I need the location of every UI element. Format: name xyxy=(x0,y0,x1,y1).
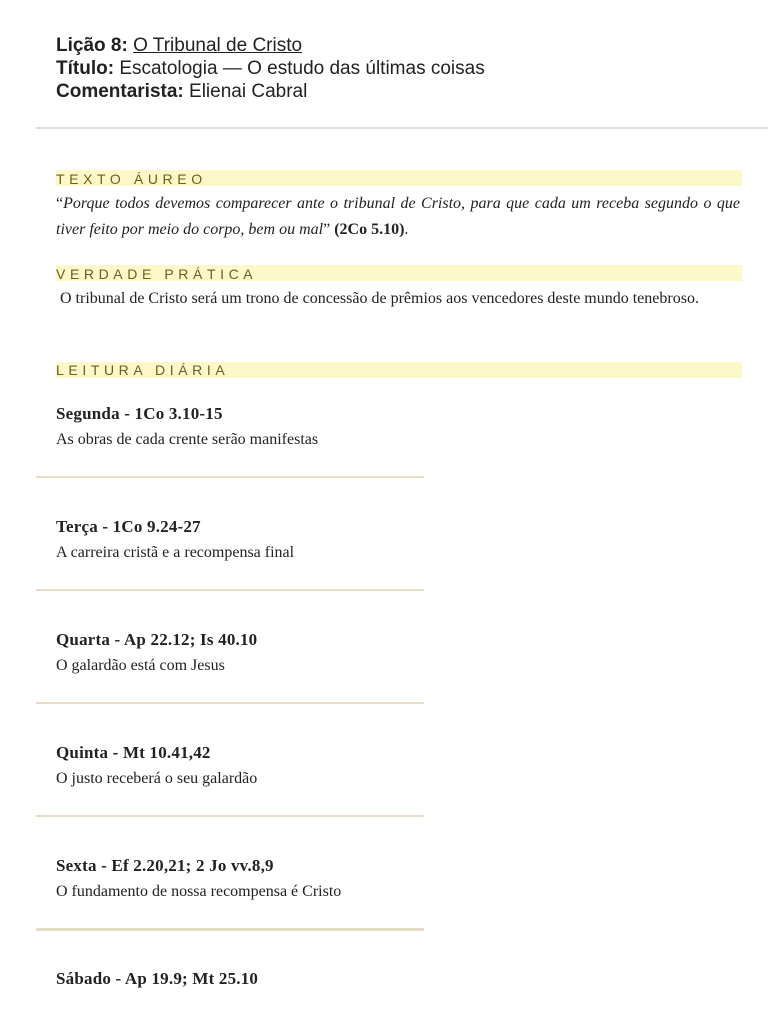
verdade-pratica-heading: VERDADE PRÁTICA xyxy=(56,266,258,282)
close-quote: ” xyxy=(323,221,335,238)
daily-reading-title: Sábado - Ap 19.9; Mt 25.10 xyxy=(56,969,259,988)
header-divider xyxy=(36,127,768,129)
daily-reading-title: Terça - 1Co 9.24-27 xyxy=(56,517,201,536)
golden-verse-reference: (2Co 5.10) xyxy=(334,221,405,238)
reading-divider xyxy=(36,476,424,478)
reading-divider xyxy=(36,702,424,704)
title-label: Título: xyxy=(56,58,115,79)
reading-divider xyxy=(36,815,424,817)
daily-reading-monday xyxy=(56,403,696,451)
verdade-pratica-text: O tribunal de Cristo será um trono de concessão de prêmios aos vencedores deste mundo tenebroso. xyxy=(60,290,699,307)
daily-reading-title: Quarta - Ap 22.12; Is 40.10 xyxy=(56,630,258,649)
daily-reading-friday xyxy=(56,855,696,903)
texto-aureo-text xyxy=(56,191,740,243)
daily-reading-desc: O fundamento de nossa recompensa é Cristo xyxy=(56,883,342,900)
lesson-title-link[interactable]: O Tribunal de Cristo xyxy=(133,35,303,56)
daily-reading-desc: O galardão está com Jesus xyxy=(56,657,225,674)
title-line xyxy=(56,57,736,80)
reading-divider xyxy=(36,589,424,591)
golden-verse-quote: Porque todos devemos comparecer ante o tribunal de Cristo, para que cada um receba segundo o que tiver feito por meio do corpo, bem ou mal xyxy=(56,195,740,238)
lesson-label: Lição 8: xyxy=(56,35,128,56)
daily-reading-wednesday xyxy=(56,629,696,677)
title-value: Escatologia — O estudo das últimas coisas xyxy=(119,58,485,79)
daily-reading-saturday xyxy=(56,968,696,990)
daily-reading-thursday xyxy=(56,742,696,790)
commentator-value: Elienai Cabral xyxy=(189,81,308,102)
commentator-label: Comentarista: xyxy=(56,81,184,102)
reading-divider xyxy=(36,928,424,931)
daily-reading-tuesday xyxy=(56,516,696,564)
daily-reading-title: Sexta - Ef 2.20,21; 2 Jo vv.8,9 xyxy=(56,856,274,875)
daily-reading-title: Quinta - Mt 10.41,42 xyxy=(56,743,211,762)
leitura-diaria-heading: LEITURA DIÁRIA xyxy=(56,362,230,378)
daily-reading-desc: O justo receberá o seu galardão xyxy=(56,770,258,787)
daily-reading-desc: A carreira cristã e a recompensa final xyxy=(56,544,295,561)
lesson-header xyxy=(56,34,736,103)
commentator-line xyxy=(56,80,736,103)
daily-reading-title: Segunda - 1Co 3.10-15 xyxy=(56,404,223,423)
texto-aureo-heading: TEXTO ÁUREO xyxy=(56,171,207,187)
lesson-line xyxy=(56,34,736,57)
daily-reading-desc: As obras de cada crente serão manifestas xyxy=(56,431,319,448)
open-quote: “ xyxy=(56,195,64,212)
verse-end: . xyxy=(404,221,409,238)
